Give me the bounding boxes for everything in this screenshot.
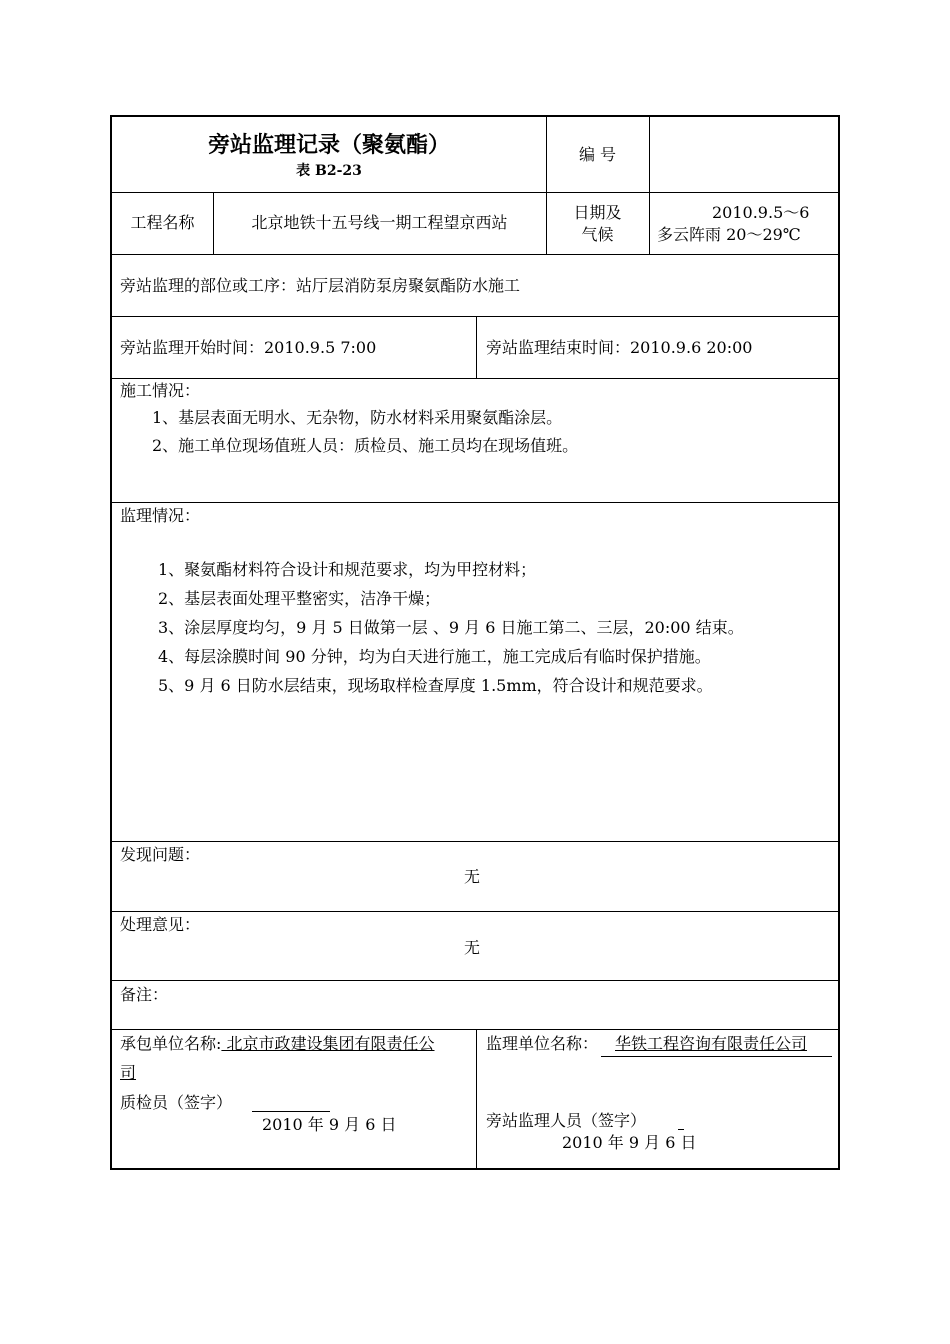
- construction-heading: 施工情况：: [120, 381, 201, 400]
- end-time: 旁站监理结束时间：2010.9.6 20:00: [486, 338, 753, 357]
- col-divider: [476, 1029, 477, 1170]
- col-divider: [649, 117, 650, 254]
- list-item: 4、每层涂膜时间 90 分钟，均为白天进行施工，施工完成后有临时保护措施。: [158, 647, 711, 666]
- supervisor-label: 监理单位名称：: [486, 1034, 599, 1053]
- weather-value: 多云阵雨 20～29℃: [657, 225, 801, 244]
- supervision-record-form: [110, 115, 840, 1170]
- start-time: 旁站监理开始时间：2010.9.5 7:00: [120, 338, 377, 357]
- list-item: 1、基层表面无明水、无杂物，防水材料采用聚氨酯涂层。: [152, 408, 563, 427]
- contractor-name: 北京市政建设集团有限责任公: [221, 1034, 435, 1053]
- form-number: 表 B2-23: [296, 163, 362, 179]
- row-divider: [112, 378, 838, 379]
- inspector-signature-label: 质检员（签字）: [120, 1093, 233, 1112]
- project-name-value: 北京地铁十五号线一期工程望京西站: [251, 213, 508, 232]
- number-label: 编 号: [578, 145, 617, 164]
- row-divider: [112, 192, 838, 193]
- list-item: 2、基层表面处理平整密实，洁净干燥；: [158, 589, 441, 608]
- row-divider: [112, 316, 838, 317]
- process-text: 旁站监理的部位或工序：站厅层消防泵房聚氨酯防水施工: [120, 276, 521, 295]
- remarks-heading: 备注：: [120, 985, 169, 1004]
- row-divider: [112, 502, 838, 503]
- list-item: 5、9 月 6 日防水层结束，现场取样检查厚度 1.5mm，符合设计和规范要求。: [158, 676, 713, 695]
- list-item: 1、聚氨酯材料符合设计和规范要求，均为甲控材料；: [158, 560, 537, 579]
- supervisor-date: 2010 年 9 月 6 日: [562, 1133, 697, 1152]
- opinion-heading: 处理意见：: [120, 915, 201, 934]
- row-divider: [112, 1029, 838, 1030]
- supervisor-signature-label: 旁站监理人员（签字）: [486, 1111, 647, 1130]
- problems-value: 无: [464, 867, 481, 886]
- supervisor-name: 华铁工程咨询有限责任公司: [615, 1034, 808, 1053]
- signature-line: [678, 1129, 684, 1130]
- project-name-label: 工程名称: [130, 213, 195, 232]
- contractor-label: 承包单位名称: 北京市政建设集团有限责任公: [120, 1034, 435, 1053]
- supervisor-underline: [601, 1056, 832, 1057]
- row-divider: [112, 254, 838, 255]
- list-item: 2、施工单位现场值班人员：质检员、施工员均在现场值班。: [152, 436, 579, 455]
- date-weather-label: 气候: [581, 225, 614, 244]
- date-value: 2010.9.5～6: [712, 203, 810, 222]
- signature-line: [252, 1111, 330, 1112]
- problems-heading: 发现问题：: [120, 845, 201, 864]
- page-title: 旁站监理记录（聚氨酯）: [207, 132, 450, 158]
- col-divider: [476, 316, 477, 378]
- supervision-heading: 监理情况：: [120, 506, 201, 525]
- row-divider: [112, 980, 838, 981]
- row-divider: [112, 911, 838, 912]
- opinion-value: 无: [464, 938, 481, 957]
- date-weather-label: 日期及: [573, 203, 622, 222]
- row-divider: [112, 841, 838, 842]
- contractor-date: 2010 年 9 月 6 日: [262, 1115, 397, 1134]
- contractor-name: 司: [120, 1063, 137, 1082]
- list-item: 3、涂层厚度均匀，9 月 5 日做第一层 、9 月 6 日施工第二、三层，20:00 结束。: [158, 618, 744, 637]
